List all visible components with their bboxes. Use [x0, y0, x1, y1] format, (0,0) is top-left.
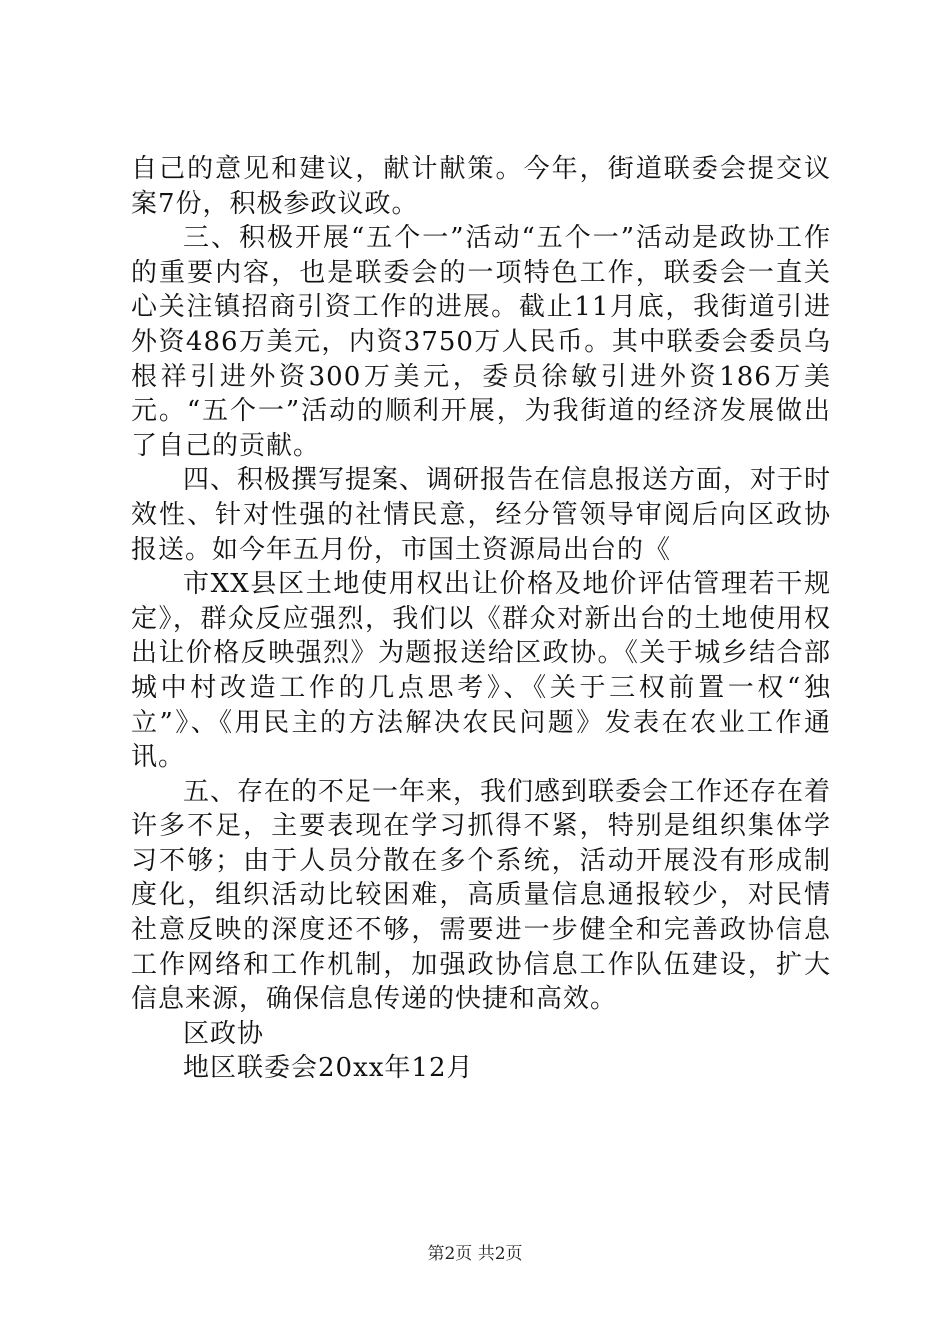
signature-date: 地区联委会20xx年12月	[183, 1053, 474, 1084]
paragraph-section-five: 五、存在的不足一年来，我们感到联委会工作还存在着许多不足，主要表现在学习抓得不紧，特别是组织集体学习不够；由于人员分散在多个系统，活动开展没有形成制度化，组织活动比较困难，高质量信息通报较少，对民情社意反映的深度还不够，需要进一步健全和完善政协信息工作网络和工作机制，加强政协信息工作队伍建设，扩大信息来源，确保信息传递的快捷和高效。	[131, 776, 832, 1015]
paragraph-section-four-continued: 市XX县区土地使用权出让价格及地价评估管理若干规定》，群众反应强烈，我们以《群众对新出台的土地使用权出让价格反映强烈》为题报送给区政协。《关于城乡结合部城中村改造工作的几点思考》、《关于三权前置一权“独立”》、《用民主的方法解决农民问题》发表在农业工作通讯。	[131, 569, 831, 773]
document-body	[131, 152, 831, 1086]
paragraph-section-three: 三、积极开展“五个一”活动“五个一”活动是政协工作的重要内容，也是联委会的一项特色工作，联委会一直关心关注镇招商引资工作的进展。截止11月底，我街道引进外资486万美元，内资3750万人民币。其中联委会委员乌根祥引进外资300万美元，委员徐敏引进外资186万美元。“五个一”活动的顺利开展，为我街道的经济发展做出了自己的贡献。	[131, 223, 831, 461]
page-number-footer: 第2页 共2页	[427, 1244, 523, 1264]
paragraph-section-four: 四、积极撰写提案、调研报告在信息报送方面，对于时效性、针对性强的社情民意，经分管领导审阅后向区政协报送。如今年五月份，市国土资源局出台的《	[131, 465, 832, 565]
signature-organization: 区政协	[183, 1018, 265, 1049]
paragraph-intro: 自己的意见和建议，献计献策。今年，街道联委会提交议案7份，积极参政议政。	[131, 154, 831, 219]
